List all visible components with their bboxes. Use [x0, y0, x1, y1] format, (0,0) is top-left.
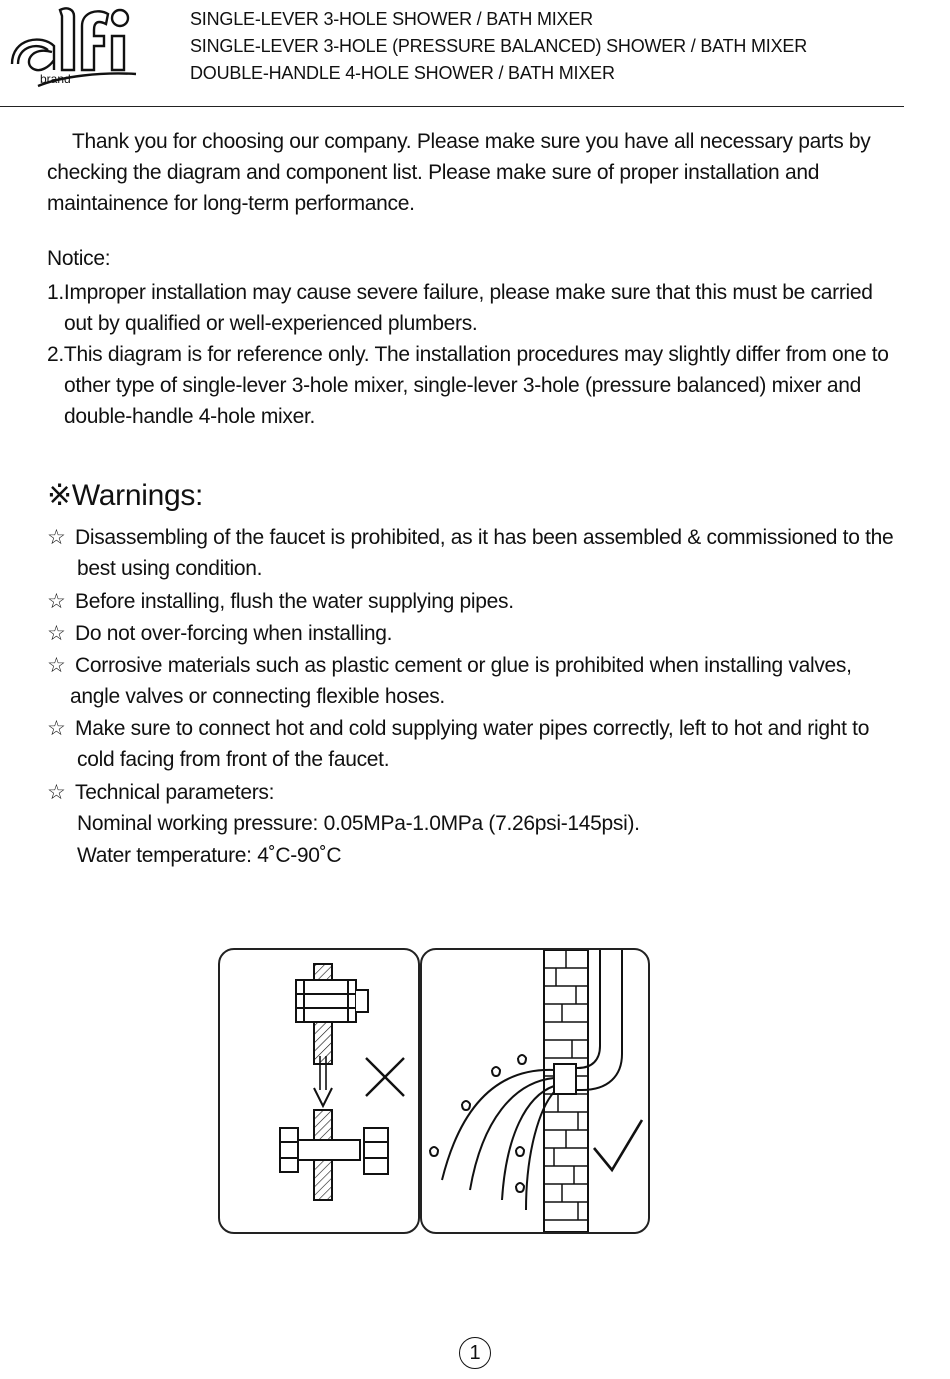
warning-item-4-cont: angle valves or connecting flexible hoses.	[70, 685, 445, 708]
notice-title: Notice:	[47, 247, 111, 270]
warning-text: Technical parameters:	[75, 781, 275, 804]
star-icon: ☆	[47, 654, 66, 677]
intro-line-1: Thank you for choosing our company. Please make sure you have all necessary parts by	[72, 130, 871, 153]
warning-text: Corrosive materials such as plastic cement or glue is prohibited when installing valves,	[75, 654, 852, 677]
document-header	[190, 6, 807, 87]
notice-line-2: out by qualified or well-experienced plumbers.	[64, 312, 478, 335]
header-line-3: DOUBLE-HANDLE 4-HOLE SHOWER / BATH MIXER	[190, 63, 615, 83]
warning-item-6	[47, 777, 274, 808]
warning-item-3	[47, 618, 392, 649]
warning-item-1	[47, 522, 893, 553]
page-number	[459, 1337, 491, 1369]
warning-item-2	[47, 586, 514, 617]
temperature-spec: Water temperature: 4˚C-90˚C	[77, 844, 342, 867]
star-icon: ☆	[47, 526, 66, 549]
pressure-spec: Nominal working pressure: 0.05MPa-1.0MPa (7.26psi-145psi).	[77, 812, 640, 835]
warning-item-4	[47, 650, 852, 681]
star-icon: ☆	[47, 781, 66, 804]
warning-item-1-cont: best using condition.	[77, 557, 263, 580]
header-divider	[0, 106, 904, 107]
intro-line-2: checking the diagram and component list. Please make sure of proper installation and	[47, 161, 820, 184]
logo-brand-text: brand	[40, 72, 71, 86]
star-icon: ☆	[47, 622, 66, 645]
notice-line-1: 1.Improper installation may cause severe failure, please make sure that this must be carried	[47, 281, 873, 304]
warning-text: Before installing, flush the water supplying pipes.	[75, 590, 514, 613]
star-icon: ☆	[47, 717, 66, 740]
header-line-2: SINGLE-LEVER 3-HOLE (PRESSURE BALANCED) SHOWER / BATH MIXER	[190, 36, 807, 56]
warning-item-5	[47, 713, 869, 744]
intro-line-3: maintainence for long-term performance.	[47, 192, 415, 215]
warning-text: Disassembling of the faucet is prohibited, as it has been assembled & commissioned to the	[75, 526, 894, 549]
brand-logo	[2, 2, 142, 94]
overforcing-diagram	[220, 950, 418, 1232]
illustration-flush-pipes	[420, 948, 650, 1234]
illustration-overforcing	[218, 948, 420, 1234]
warning-item-5-cont: cold facing from front of the faucet.	[77, 748, 390, 771]
notice-line-3: 2.This diagram is for reference only. The installation procedures may slightly differ from one to	[47, 343, 889, 366]
notice-line-5: double-handle 4-hole mixer.	[64, 405, 316, 428]
page-number-text: 1	[469, 1341, 481, 1364]
warning-text: Make sure to connect hot and cold supplying water pipes correctly, left to hot and right to	[75, 717, 870, 740]
warnings-title: ※Warnings:	[47, 479, 204, 512]
star-icon: ☆	[47, 590, 66, 613]
flush-pipes-diagram	[422, 950, 648, 1232]
notice-line-4: other type of single-lever 3-hole mixer, single-lever 3-hole (pressure balanced) mixer and	[64, 374, 862, 397]
warning-text: Do not over-forcing when installing.	[75, 622, 393, 645]
header-line-1: SINGLE-LEVER 3-HOLE SHOWER / BATH MIXER	[190, 9, 593, 29]
